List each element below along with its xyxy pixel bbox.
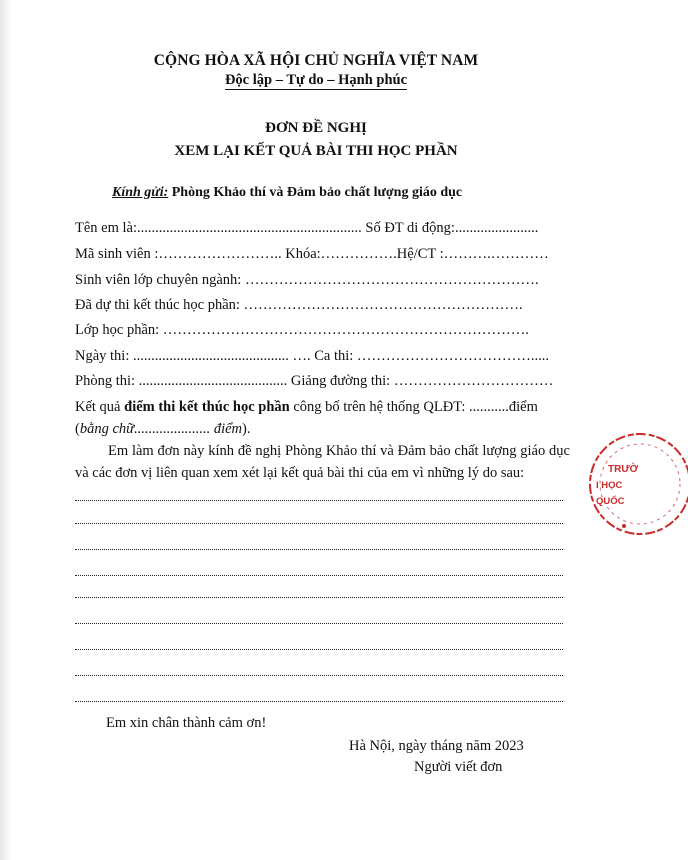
field-student-id: Mã sinh viên :…………………….. Khóa:…………….Hệ/CT :……….………… — [75, 246, 549, 262]
seal-line-1: TRƯỜ — [608, 464, 639, 475]
result-prefix: Kết quả — [75, 399, 125, 415]
date-line: Hà Nội, ngày tháng năm 2023 — [349, 738, 524, 754]
reason-line — [75, 623, 563, 624]
red-seal-stamp — [588, 428, 688, 540]
addressee — [112, 185, 462, 201]
field-name: Tên em là:.............................................................. Số ĐT di động:....................... — [75, 220, 539, 236]
reason-line — [75, 597, 563, 598]
request-paragraph: Em làm đơn này kính đề nghị Phòng Khảo thí và Đảm bảo chất lượng giáo dục và các đơn vị liên quan xem xét lại kết quả bài thi của em vì những lý do sau: — [75, 443, 570, 481]
result-in-words: bằng chữ..................... điểm — [79, 421, 242, 437]
thanks-text: Em xin chân thành cảm ơn! — [106, 715, 267, 731]
seal-line-3: QUỐC — [596, 496, 625, 507]
result-suffix: công bố trên hệ thống QLĐT: ...........điểm — [289, 399, 538, 415]
field-exam-room: Phòng thi: ......................................... Giảng đường thi: …………………………… — [75, 373, 554, 389]
addressee-lead: Kính gửi: — [112, 185, 169, 200]
seal-graphic — [588, 428, 688, 540]
seal-line-2: I HỌC — [596, 480, 623, 491]
reason-line — [75, 500, 563, 501]
reason-line — [75, 575, 563, 576]
result-paren-open: ( — [75, 421, 80, 437]
motto — [0, 72, 632, 90]
reason-line — [75, 675, 563, 676]
reason-line — [75, 649, 563, 650]
result-paren-close: ). — [242, 421, 251, 437]
document-subtitle: XEM LẠI KẾT QUẢ BÀI THI HỌC PHẦN — [174, 143, 458, 159]
result-bold: điểm thi kết thúc học phần — [124, 399, 290, 415]
addressee-recipient: Phòng Khảo thí và Đảm bảo chất lượng giáo dục — [171, 185, 463, 200]
nation-heading: CỘNG HÒA XÃ HỘI CHỦ NGHĨA VIỆT NAM — [153, 52, 479, 69]
reason-line — [75, 549, 563, 550]
signer-label: Người viết đơn — [414, 759, 503, 775]
document-title: ĐƠN ĐỀ NGHỊ — [265, 120, 367, 136]
motto-text: Độc lập – Tự do – Hạnh phúc — [224, 72, 408, 88]
field-course-taken: Đã dự thi kết thúc học phần: …………………………………………………. — [75, 297, 523, 313]
reason-line — [75, 523, 563, 524]
field-course-class: Lớp học phần: …………………………………………………………………. — [75, 322, 529, 338]
reason-line — [75, 701, 563, 702]
field-exam-date: Ngày thi: ........................................... …. Ca thi: ………………………………..... — [75, 348, 550, 364]
result-statement — [75, 396, 570, 440]
field-major-class: Sinh viên lớp chuyên ngành: ……………………………………………………. — [75, 272, 539, 288]
